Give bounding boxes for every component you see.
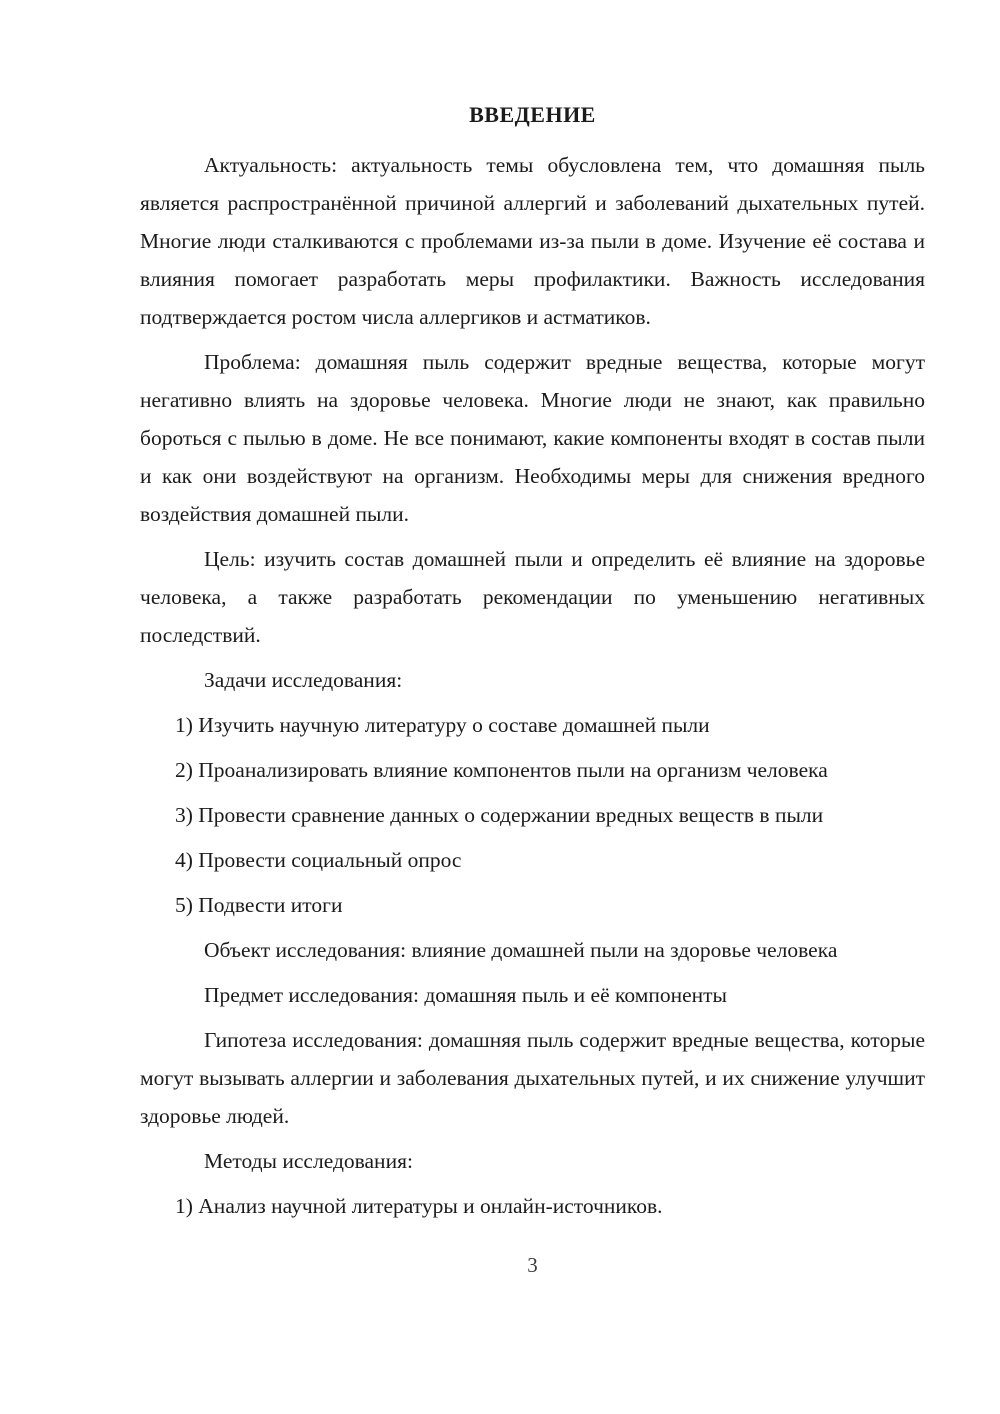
paragraph-hypothesis: Гипотеза исследования: домашняя пыль содержит вредные вещества, которые могут вызывать аллергии и заболевания дыхательных путей, и их снижение улучшит здоровье людей. xyxy=(140,1028,925,1128)
tasks-heading: Задачи исследования: xyxy=(204,668,403,692)
paragraph-subject: Предмет исследования: домашняя пыль и её компоненты xyxy=(204,983,727,1007)
task-item-3: 3) Провести сравнение данных о содержании вредных веществ в пыли xyxy=(175,803,824,827)
task-item-2: 2) Проанализировать влияние компонентов пыли на организм человека xyxy=(175,758,828,782)
methods-heading: Методы исследования: xyxy=(204,1149,413,1173)
task-item-1: 1) Изучить научную литературу о составе домашней пыли xyxy=(175,713,710,737)
paragraph-object: Объект исследования: влияние домашней пыли на здоровье человека xyxy=(204,938,838,962)
paragraph-problem: Проблема: домашняя пыль содержит вредные вещества, которые могут негативно влиять на здоровье человека. Многие люди не знают, как правильно бороться с пылью в доме. Не все понимают, какие компоненты входят в состав пыли и как они воздействуют на организм. Необходимы меры для снижения вредного воздействия домашней пыли. xyxy=(140,350,925,526)
paragraph-goal: Цель: изучить состав домашней пыли и определить её влияние на здоровье человека, а также разработать рекомендации по уменьшению негативных последствий. xyxy=(140,547,925,647)
page-title: ВВЕДЕНИЕ xyxy=(469,102,596,127)
page-number: 3 xyxy=(527,1253,538,1277)
paragraph-relevance: Актуальность: актуальность темы обусловлена тем, что домашняя пыль является распространённой причиной аллергий и заболеваний дыхательных путей. Многие люди сталкиваются с проблемами из-за пыли в доме. Изучение её состава и влияния помогает разработать меры профилактики. Важность исследования подтверждается ростом числа аллергиков и астматиков. xyxy=(140,153,925,329)
task-item-4: 4) Провести социальный опрос xyxy=(175,848,462,872)
method-item-1: 1) Анализ научной литературы и онлайн-источников. xyxy=(175,1194,663,1218)
task-item-5: 5) Подвести итоги xyxy=(175,893,343,917)
